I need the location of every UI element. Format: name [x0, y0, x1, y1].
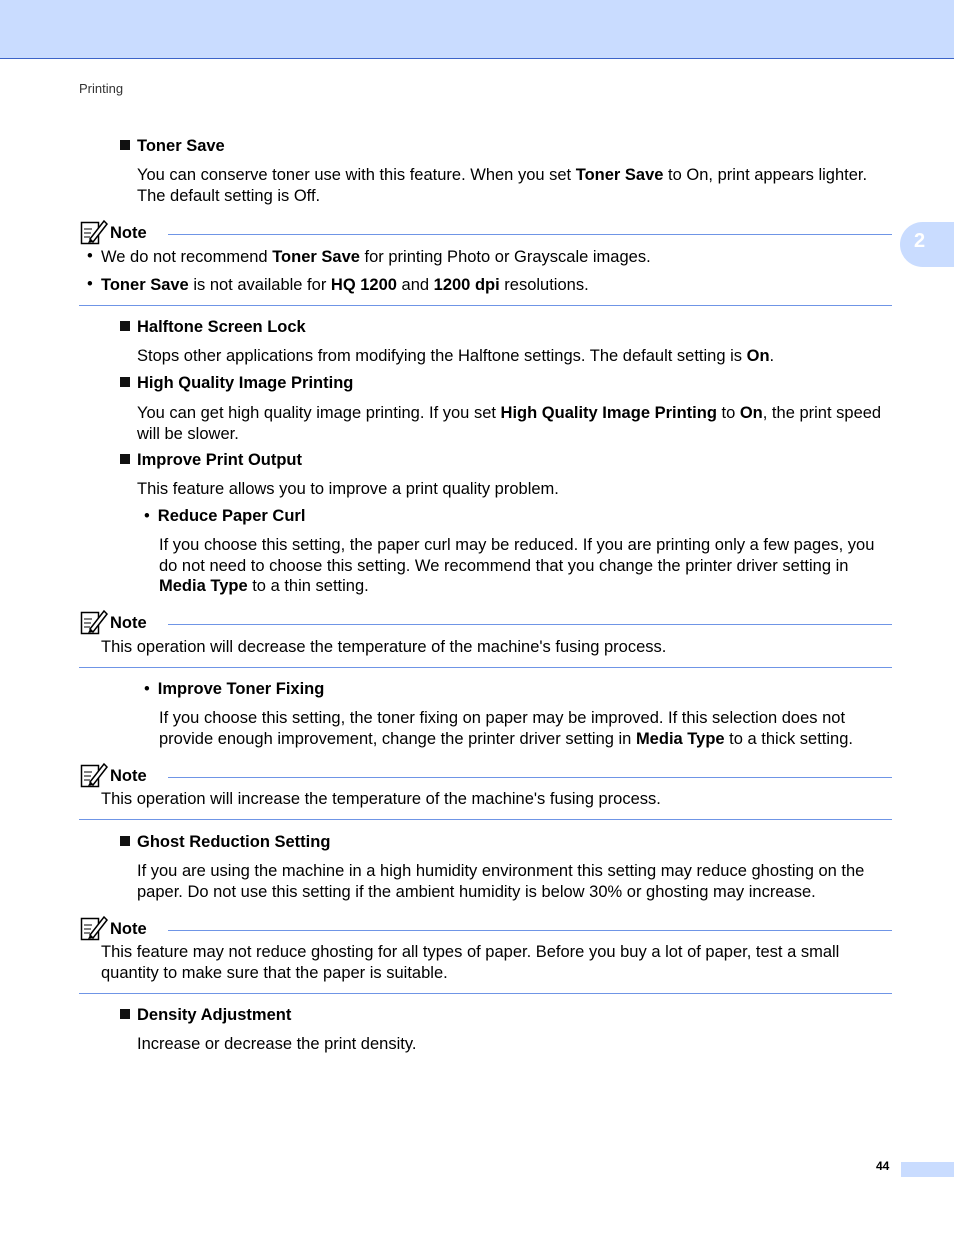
note-text: This operation will decrease the temperature of the machine's fusing process.	[101, 638, 667, 656]
square-bullet-icon	[120, 454, 130, 464]
page-number: 44	[876, 1159, 890, 1173]
heading-high-quality-image-printing: High Quality Image Printing	[120, 374, 353, 393]
heading-toner-save: Toner Save	[120, 137, 225, 156]
note-header: Note	[80, 761, 892, 791]
square-bullet-icon	[120, 1009, 130, 1019]
bullet-icon: •	[144, 507, 150, 525]
bullet-icon: •	[87, 247, 93, 265]
note-item: Toner Save is not available for HQ 1200 and 1200 dpi resolutions.	[101, 276, 589, 294]
heading-ghost-reduction: Ghost Reduction Setting	[120, 833, 330, 852]
note-pencil-icon	[80, 608, 108, 635]
note-end-rule	[79, 305, 892, 306]
subheading-reduce-paper-curl: • Reduce Paper Curl	[144, 507, 306, 525]
note-text: This feature may not reduce ghosting for all types of paper. Before you buy a lot of paper, test a small quantity to make sure that the paper is suitable.	[101, 943, 840, 982]
heading-improve-print-output: Improve Print Output	[120, 451, 302, 470]
paragraph-improve-output: This feature allows you to improve a print quality problem.	[137, 480, 559, 498]
note-pencil-icon	[80, 218, 108, 245]
square-bullet-icon	[120, 377, 130, 387]
note-pencil-icon	[80, 914, 108, 941]
paragraph-toner-fixing: If you choose this setting, the toner fixing on paper may be improved. If this selection does not provide enough improvement, change the printer driver setting in Media Type to a thick setting.	[159, 709, 853, 748]
paragraph-hq-printing: You can get high quality image printing. If you set High Quality Image Printing to On, the print speed will be slower.	[137, 404, 882, 443]
note-item: We do not recommend Toner Save for printing Photo or Grayscale images.	[101, 248, 651, 266]
note-rule	[168, 624, 892, 625]
header-bar	[0, 0, 954, 59]
note-rule	[168, 930, 892, 931]
paragraph-reduce-curl: If you choose this setting, the paper curl may be reduced. If you are printing only a few pages, you do not need to choose this setting. We recommend that you change the printer driver setting in Media Type to a thin setting.	[159, 536, 875, 595]
note-text: This operation will increase the temperature of the machine's fusing process.	[101, 790, 661, 808]
paragraph-halftone: Stops other applications from modifying the Halftone settings. The default setting is On.	[137, 347, 775, 365]
note-pencil-icon	[80, 761, 108, 788]
heading-density-adjustment: Density Adjustment	[120, 1006, 291, 1025]
subheading-improve-toner-fixing: • Improve Toner Fixing	[144, 680, 325, 698]
bullet-icon: •	[87, 275, 93, 293]
square-bullet-icon	[120, 836, 130, 846]
section-title: Printing	[79, 81, 124, 96]
note-end-rule	[79, 667, 892, 668]
note-end-rule	[79, 993, 892, 994]
chapter-tab	[900, 222, 954, 267]
paragraph-toner-save: You can conserve toner use with this feature. When you set Toner Save to On, print appears lighter. The default setting is Off.	[137, 166, 868, 205]
note-end-rule	[79, 819, 892, 820]
paragraph-density: Increase or decrease the print density.	[137, 1035, 417, 1053]
heading-halftone-screen-lock: Halftone Screen Lock	[120, 318, 306, 337]
paragraph-ghost: If you are using the machine in a high humidity environment this setting may reduce ghosting on the paper. Do not use this setting if the ambient humidity is below 30% or ghosting may increase.	[137, 862, 865, 901]
chapter-number: 2	[914, 230, 926, 252]
note-rule	[168, 777, 892, 778]
note-header: Note	[80, 608, 892, 638]
note-header: Note	[80, 914, 892, 944]
square-bullet-icon	[120, 321, 130, 331]
square-bullet-icon	[120, 140, 130, 150]
bullet-icon: •	[144, 680, 150, 698]
note-header: Note	[80, 218, 892, 248]
note-rule	[168, 234, 892, 235]
page-tab	[901, 1162, 954, 1177]
